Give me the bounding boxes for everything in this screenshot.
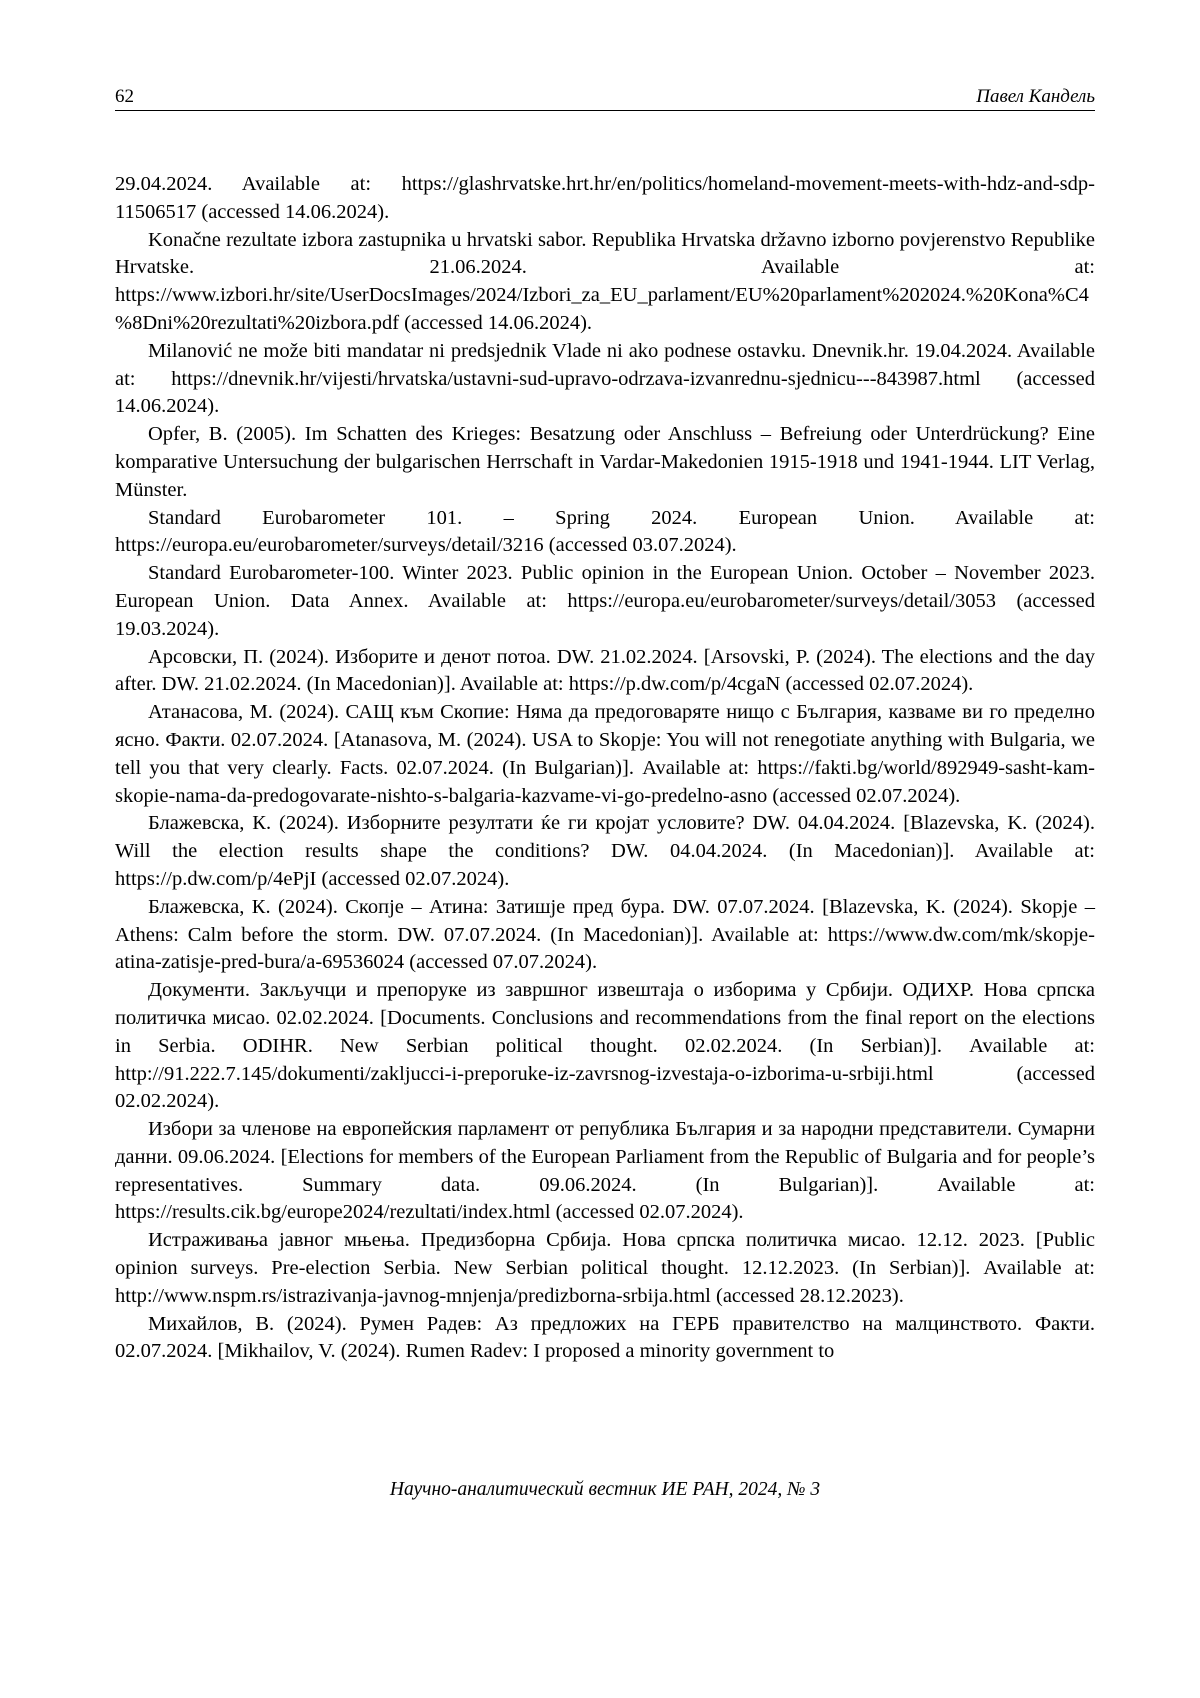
reference-entry: Истраживања јавног мњења. Предизборна Србија. Нова српска политичка мисао. 12.12. 2023. [Public opinion surveys. Pre-election Serbia. New Serbian political thought. 12.12.2023. (In Serbian)]. Available at: http://www.nspm.rs/istrazivanja-javnog-mnjenja/predizborna-srbija.html (accessed 28.12.2023). [115,1229,1095,1307]
running-title-author: Павел Кандель [976,86,1095,107]
reference-entry: Блажевска, К. (2024). Изборните резултати ќе ги кројат условите? DW. 04.04.2024. [Blazevska, K. (2024). Will the election results shape the conditions? DW. 04.04.2024. (In Macedonian)]. Available at: https://p.dw.com/p/4ePjI (accessed 02.07.2024). [115,812,1095,890]
reference-entry: 29.04.2024. Available at: https://glashrvatske.hrt.hr/en/politics/homeland-movement-meets-with-hdz-and-sdp-11506517 (accessed 14.06.2024). [115,173,1095,223]
reference-entry: Standard Eurobarometer-100. Winter 2023. Public opinion in the European Union. October – November 2023. European Union. Data Annex. Available at: https://europa.eu/eurobarometer/surveys/detail/3053 (accessed 19.03.2024). [115,562,1095,640]
reference-entry: Milanović ne može biti mandatar ni predsjednik Vlade ni ako podnese ostavku. Dnevnik.hr. 19.04.2024. Available at: https://dnevnik.hr/vijesti/hrvatska/ustavni-sud-upravo-odrzava-izvanrednu-sjednicu---843987.html (accessed 14.06.2024). [115,339,1095,418]
page-number: 62 [115,86,134,107]
reference-entry: Konačne rezultate izbora zastupnika u hrvatski sabor. Republika Hrvatska državno izborno povjerenstvo Republike Hrvatske. 21.06.2024. Available at: https://www.izbori.hr/site/UserDocsImages/2024/Izbori_za_EU_parlament/EU%20parlament%202024.%20Kona%C4%8Dni%20rezultati%20izbora.pdf (accessed 14.06.2024). [115,228,1095,334]
reference-list [115,171,1095,1366]
reference-entry: Михайлов, В. (2024). Румен Радев: Аз предложих на ГЕРБ правителство на малцинството. Факти. 02.07.2024. [Mikhailov, V. (2024). Rumen Radev: I proposed a minority government to [115,1312,1095,1363]
reference-entry: Избори за членове на европейския парламент от република България и за народни представители. Сумарни данни. 09.06.2024. [Elections for members of the European Parliament from the Republic of Bulgaria and for people’s representatives. Summary data. 09.06.2024. (In Bulgarian)]. Available at: https://results.cik.bg/europe2024/rezultati/index.html (accessed 02.07.2024). [115,1118,1095,1224]
reference-entry: Документи. Закључци и препоруке из завршног извештаја о изборима у Србији. ОДИХР. Нова српска политичка мисао. 02.02.2024. [Documents. Conclusions and recommendations from the final report on the elections in Serbia. ODIHR. New Serbian political thought. 02.02.2024. (In Serbian)]. Available at: http://91.222.7.145/dokumenti/zakljucci-i-preporuke-iz-zavrsnog-izvestaja-o-izborima-u-srbiji.html (accessed 02.02.2024). [115,979,1095,1113]
reference-entry: Opfer, B. (2005). Im Schatten des Krieges: Besatzung oder Anschluss – Befreiung oder Unterdrückung? Eine komparative Untersuchung der bulgarischen Herrschaft in Vardar-Makedonien 1915-1918 und 1941-1944. LIT Verlag, Münster. [115,423,1095,501]
reference-entry: Блажевска, К. (2024). Скопје – Атина: Затишје пред бура. DW. 07.07.2024. [Blazevska, K. (2024). Skopje – Athens: Calm before the storm. DW. 07.07.2024. (In Macedonian)]. Available at: https://www.dw.com/mk/skopje-atina-zatisje-pred-bura/a-69536024 (accessed 07.07.2024). [115,895,1095,974]
reference-entry: Standard Eurobarometer 101. – Spring 2024. European Union. Available at: https://europa.eu/eurobarometer/surveys/detail/3216 (accessed 03.07.2024). [115,506,1095,557]
reference-entry: Атанасова, М. (2024). САЩ към Скопие: Няма да предоговаряте нищо с България, казваме ви го пределно ясно. Факти. 02.07.2024. [Atanasova, M. (2024). USA to Skopje: You will not renegotiate anything with Bulgaria, we tell you that very clearly. Facts. 02.07.2024. (In Bulgarian)]. Available at: https://fakti.bg/world/892949-sasht-kam-skopie-nama-da-predogovarate-nishto-s-balgaria-kazvame-vi-go-predelno-asno (accessed 02.07.2024). [115,701,1095,807]
journal-footer: Научно-аналитический вестник ИЕ РАН, 2024, № 3 [389,1479,821,1500]
page-header [115,86,1095,111]
reference-entry: Арсовски, П. (2024). Изборите и денот потоа. DW. 21.02.2024. [Arsovski, P. (2024). The elections and the day after. DW. 21.02.2024. (In Macedonian)]. Available at: https://p.dw.com/p/4cgaN (accessed 02.07.2024). [115,645,1095,696]
